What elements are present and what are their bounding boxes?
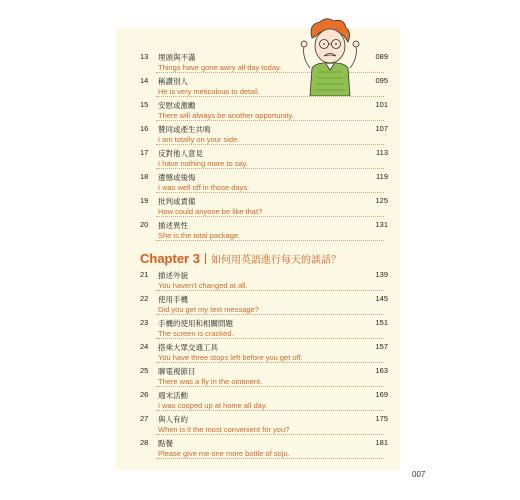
frustrated-man-illustration [296, 16, 364, 96]
entry-page-number: 151 [375, 318, 388, 327]
dotted-rule [156, 240, 384, 241]
toc-entry-21[interactable] [116, 270, 400, 292]
dotted-rule [156, 314, 384, 315]
entry-chinese-title: 遺憾或後悔 [158, 173, 196, 182]
dotted-rule [156, 386, 384, 387]
toc-entry-15[interactable] [116, 100, 400, 122]
entry-number: 28 [140, 438, 149, 447]
entry-number: 22 [140, 294, 149, 303]
entry-number: 21 [140, 270, 149, 279]
entry-number: 19 [140, 196, 149, 205]
toc-entry-20[interactable] [116, 220, 400, 242]
entry-number: 17 [140, 148, 149, 157]
chapter-title: 如何用英語進行每天的談話？ [210, 255, 341, 266]
dotted-rule [156, 362, 384, 363]
entry-number: 23 [140, 318, 149, 327]
entry-chinese-title: 批判或責備 [158, 197, 196, 206]
entry-chinese-title: 搭乘大眾交通工具 [158, 343, 218, 352]
entry-number: 13 [140, 52, 149, 61]
entry-number: 16 [140, 124, 149, 133]
entry-page-number: 131 [375, 220, 388, 229]
entry-chinese-title: 描述異性 [158, 221, 188, 230]
chapter-divider [205, 253, 206, 264]
toc-entry-22[interactable] [116, 294, 400, 316]
entry-english-phrase: She is the total package. [158, 231, 241, 240]
toc-entry-16[interactable] [116, 124, 400, 146]
entry-chinese-title: 贊同或產生共鳴 [158, 125, 211, 134]
entry-page-number: 163 [375, 366, 388, 375]
entry-english-phrase: When is it the most convenient for you? [158, 425, 290, 434]
entry-page-number: 101 [375, 100, 388, 109]
entry-english-phrase: You haven't changed at all. [158, 281, 248, 290]
toc-entry-28[interactable] [116, 438, 400, 460]
dotted-rule [156, 338, 384, 339]
dotted-rule [156, 216, 384, 217]
dotted-rule [156, 192, 384, 193]
dotted-rule [156, 434, 384, 435]
toc-entry-25[interactable] [116, 366, 400, 388]
entry-chinese-title: 安慰或激勵 [158, 101, 196, 110]
entry-english-phrase: He is very meticulous to detail. [158, 87, 260, 96]
entry-number: 25 [140, 366, 149, 375]
entry-page-number: 181 [375, 438, 388, 447]
entry-english-phrase: The screen is cracked. [158, 329, 234, 338]
entry-english-phrase: I was cooped up at home all day. [158, 401, 268, 410]
entry-number: 14 [140, 76, 149, 85]
chapter-label: Chapter 3 [140, 251, 200, 266]
entry-page-number: 125 [375, 196, 388, 205]
entry-chinese-title: 稱讚別人 [158, 77, 188, 86]
entry-page-number: 175 [375, 414, 388, 423]
entry-english-phrase: How could anyone be like that? [158, 207, 263, 216]
entry-page-number: 169 [375, 390, 388, 399]
entry-page-number: 107 [375, 124, 388, 133]
entry-number: 27 [140, 414, 149, 423]
dotted-rule [156, 458, 384, 459]
toc-entry-26[interactable] [116, 390, 400, 412]
entry-english-phrase: I was well off in those days. [158, 183, 250, 192]
entry-english-phrase: Please give me one more bottle of soju. [158, 449, 290, 458]
entry-english-phrase: I have nothing more to say. [158, 159, 248, 168]
entry-number: 15 [140, 100, 149, 109]
entry-english-phrase: There was a fly in the ointment. [158, 377, 263, 386]
entry-number: 24 [140, 342, 149, 351]
entry-english-phrase: I am totally on your side. [158, 135, 240, 144]
toc-entry-18[interactable] [116, 172, 400, 194]
entry-number: 18 [140, 172, 149, 181]
page-number: 007 [412, 470, 426, 479]
entry-chinese-title: 手機的使用和相關問題 [158, 319, 233, 328]
dotted-rule [156, 290, 384, 291]
entry-number: 20 [140, 220, 149, 229]
dotted-rule [156, 120, 384, 121]
toc-entry-23[interactable] [116, 318, 400, 340]
entry-chinese-title: 埋頭與不滿 [158, 53, 196, 62]
entry-chinese-title: 使用手機 [158, 295, 188, 304]
entry-page-number: 139 [375, 270, 388, 279]
entry-number: 26 [140, 390, 149, 399]
dotted-rule [156, 410, 384, 411]
entry-page-number: 157 [375, 342, 388, 351]
entry-page-number: 145 [375, 294, 388, 303]
entry-page-number: 113 [376, 148, 388, 157]
dotted-rule [156, 168, 384, 169]
entry-english-phrase: There will always be another opportunity. [158, 111, 294, 120]
entry-chinese-title: 週末活動 [158, 391, 188, 400]
entry-page-number: 119 [376, 172, 388, 181]
entry-english-phrase: Things have gone awry all day today. [158, 63, 282, 72]
toc-entry-27[interactable] [116, 414, 400, 436]
entry-chinese-title: 與人有約 [158, 415, 188, 424]
entry-chinese-title: 聊電視節目 [158, 367, 196, 376]
toc-entry-17[interactable] [116, 148, 400, 170]
entry-page-number: 095 [375, 76, 388, 85]
entry-chinese-title: 反對他人意見 [158, 149, 203, 158]
entry-english-phrase: You have three stops left before you get off. [158, 353, 303, 362]
toc-entry-19[interactable] [116, 196, 400, 218]
entry-english-phrase: Did you get my text message? [158, 305, 259, 314]
chapter-heading[interactable] [140, 250, 341, 270]
entry-chinese-title: 描述外貌 [158, 271, 188, 280]
dotted-rule [156, 144, 384, 145]
toc-entry-24[interactable] [116, 342, 400, 364]
entry-page-number: 089 [375, 52, 388, 61]
dotted-rule [156, 96, 384, 97]
entry-chinese-title: 點餐 [158, 439, 173, 448]
